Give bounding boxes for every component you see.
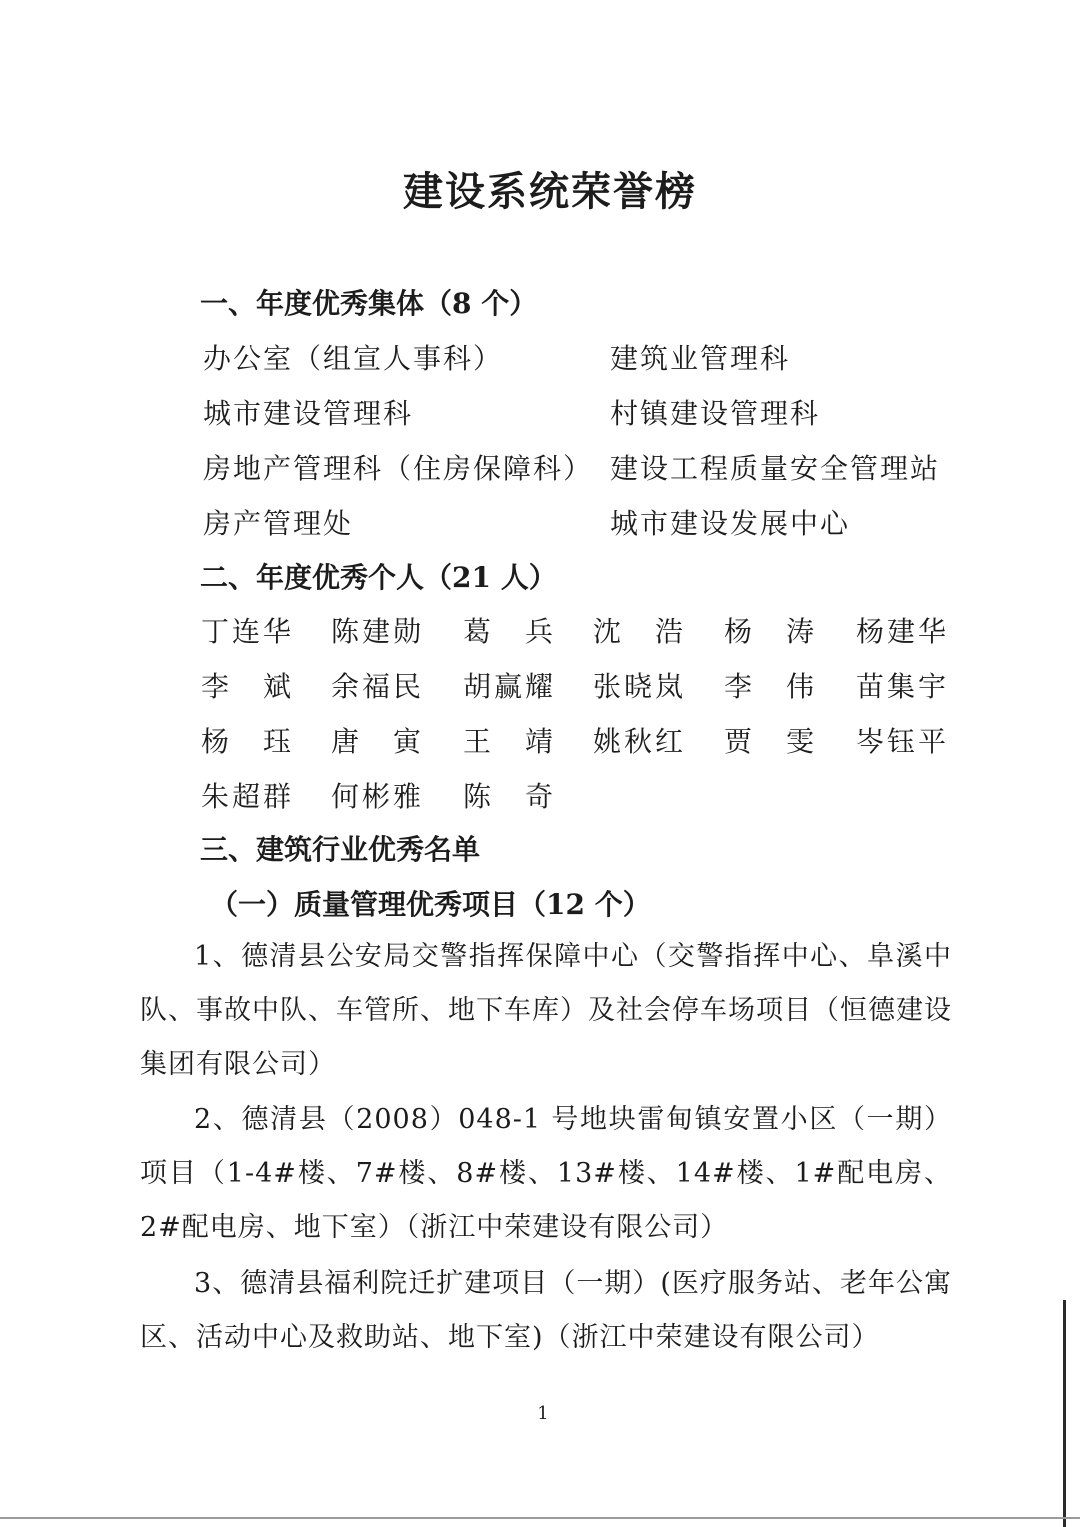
page-title: 建设系统荣誉榜 — [403, 168, 697, 215]
unit-name: 办公室（组宣人事科） — [203, 342, 504, 375]
person-name: 杨 珏 — [201, 725, 291, 758]
unit-name: 房产管理处 — [203, 507, 354, 540]
person-name: 杨 涛 — [724, 615, 814, 648]
person-name: 何彬雅 — [331, 780, 421, 813]
person-name: 岑钰平 — [856, 725, 946, 758]
section3-sub1-heading: （一）质量管理优秀项目（12 个） — [210, 888, 651, 921]
project-item: 1、德清县公安局交警指挥保障中心（交警指挥中心、阜溪中队、事故中队、车管所、地下车库）及社会停车场项目（恒德建设集团有限公司） — [140, 941, 952, 1080]
unit-name: 房地产管理科（住房保障科） — [203, 452, 594, 485]
person-name: 陈建勋 — [331, 615, 421, 648]
section2-heading: 二、年度优秀个人（21 人） — [200, 561, 557, 594]
section1-heading: 一、年度优秀集体（8 个） — [200, 287, 538, 320]
page-number: 1 — [537, 1403, 549, 1424]
unit-name: 城市建设发展中心 — [610, 507, 851, 540]
person-name: 贾 雯 — [724, 725, 814, 758]
scan-edge-mark — [1063, 1300, 1066, 1527]
person-name: 李 斌 — [201, 670, 291, 703]
person-name: 苗集宇 — [856, 670, 946, 703]
person-name: 丁连华 — [201, 615, 291, 648]
person-name: 葛 兵 — [463, 615, 553, 648]
section3-heading: 三、建筑行业优秀名单 — [200, 833, 481, 866]
person-name: 陈 奇 — [463, 780, 553, 813]
person-name: 沈 浩 — [593, 615, 683, 648]
person-name: 唐 寅 — [331, 725, 421, 758]
person-name: 姚秋红 — [593, 725, 683, 758]
project-item: 2、德清县（2008）048-1 号地块雷甸镇安置小区（一期）项目（1-4#楼、7#楼、8#楼、13#楼、14#楼、1#配电房、2#配电房、地下室）（浙江中荣建设有限公司） — [140, 1104, 952, 1243]
unit-name: 城市建设管理科 — [203, 397, 414, 430]
person-name: 杨建华 — [856, 615, 946, 648]
person-name: 李 伟 — [724, 670, 814, 703]
unit-name: 建筑业管理科 — [610, 342, 791, 375]
unit-name: 建设工程质量安全管理站 — [610, 452, 941, 485]
person-name: 胡赢耀 — [463, 670, 553, 703]
person-name: 王 靖 — [463, 725, 553, 758]
person-name: 朱超群 — [201, 780, 291, 813]
unit-name: 村镇建设管理科 — [610, 397, 821, 430]
project-item: 3、德清县福利院迁扩建项目（一期）(医疗服务站、老年公寓区、活动中心及救助站、地下室)（浙江中荣建设有限公司） — [140, 1268, 952, 1353]
person-name: 余福民 — [331, 670, 421, 703]
person-name: 张晓岚 — [593, 670, 683, 703]
scan-bottom-edge — [0, 1517, 1080, 1519]
